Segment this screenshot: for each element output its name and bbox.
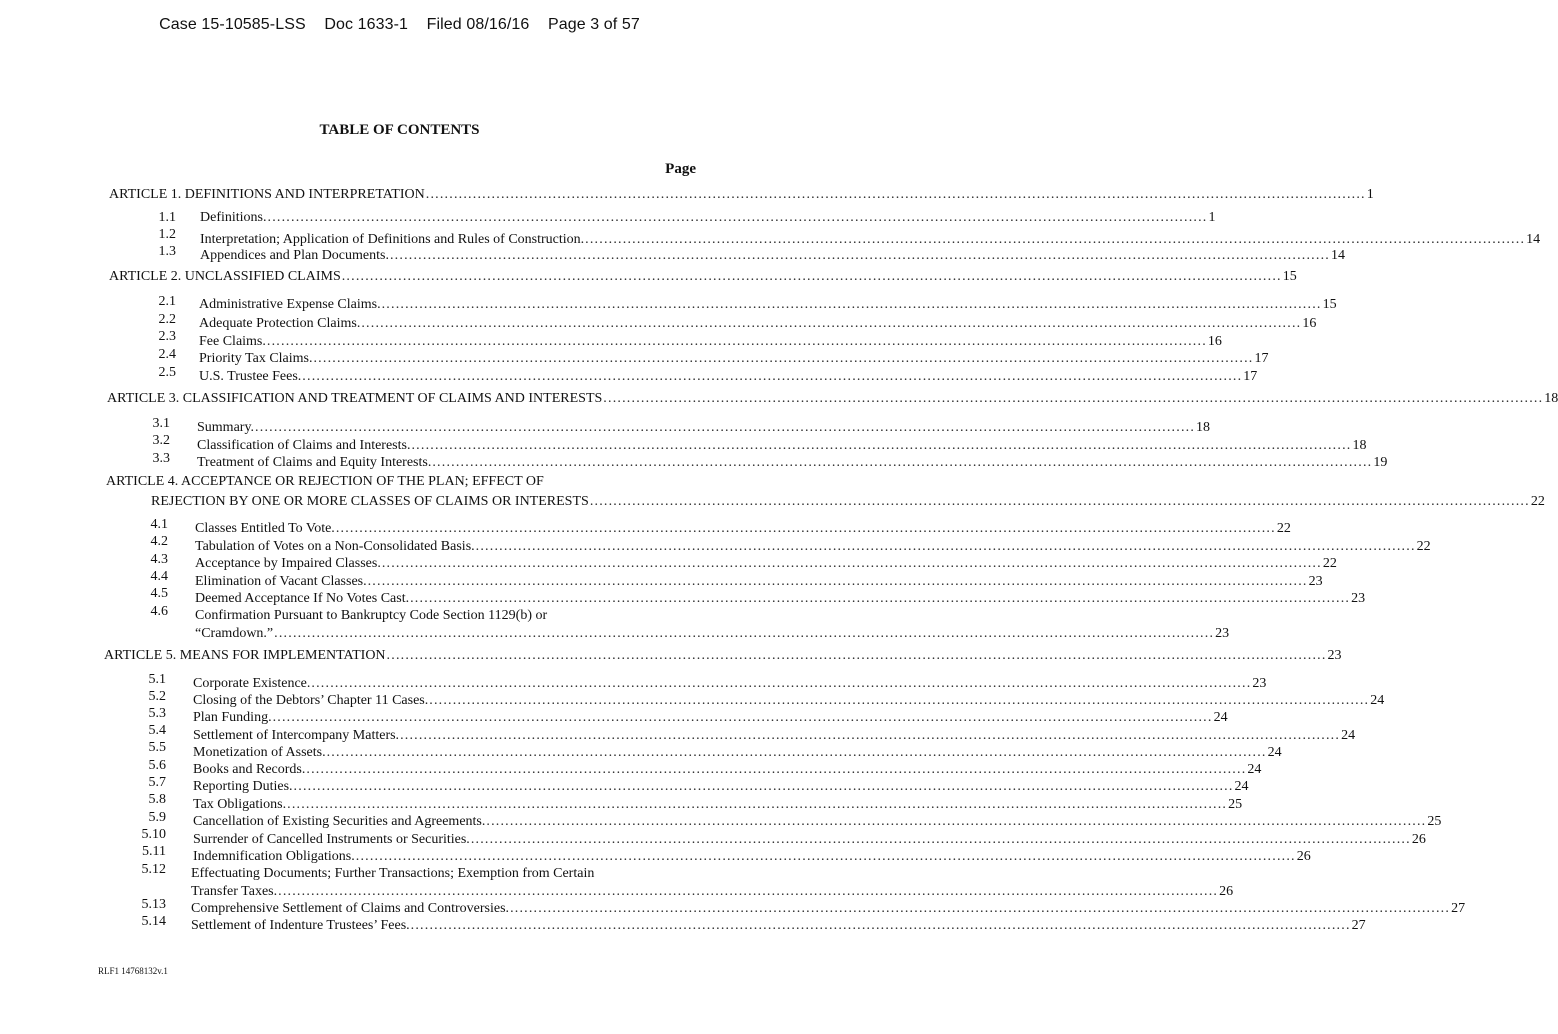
section-number: 1.3 xyxy=(158,244,176,259)
section-title: Tax Obligations. xyxy=(193,797,287,812)
section-number: 4.1 xyxy=(150,517,168,532)
section-number: 5.13 xyxy=(141,897,166,912)
section-title: Priority Tax Claims. xyxy=(199,351,313,366)
article-label: ARTICLE 2. UNCLASSIFIED CLAIMS xyxy=(109,269,341,284)
toc-section[interactable]: Acceptance by Impaired Classes. ........................................................................................................................................................................................................ 22 xyxy=(195,556,1337,571)
section-page: 22 xyxy=(1322,556,1337,571)
article-label[interactable]: ARTICLE 4. ACCEPTANCE OR REJECTION OF THE PLAN; EFFECT OF xyxy=(106,474,544,489)
case-header xyxy=(0,16,799,34)
section-title: Classification of Claims and Interests. xyxy=(197,438,411,453)
toc-section[interactable]: Comprehensive Settlement of Claims and Controversies. ........................................................................................................................................................................................................ 27 xyxy=(191,901,1466,916)
section-number: 5.1 xyxy=(148,672,166,687)
article-page: 15 xyxy=(1282,269,1297,284)
article-page: 22 xyxy=(1530,494,1545,509)
section-title: Elimination of Vacant Classes. xyxy=(195,574,367,589)
toc-section[interactable]: Transfer Taxes. ........................................................................................................................................................................................................ 26 xyxy=(191,884,1234,899)
section-title: Corporate Existence. xyxy=(193,676,311,691)
section-title: Interpretation; Application of Definitions and Rules of Construction. xyxy=(200,232,585,247)
toc-section[interactable]: Books and Records. ........................................................................................................................................................................................................ 24 xyxy=(193,762,1262,777)
page-indicator: Page 3 of 57 xyxy=(547,16,640,33)
section-page: 24 xyxy=(1267,745,1282,760)
section-title: Monetization of Assets. xyxy=(193,745,326,760)
section-page: 23 xyxy=(1252,676,1267,691)
article-label: REJECTION BY ONE OR MORE CLASSES OF CLAIMS OR INTERESTS xyxy=(151,494,589,509)
toc-section[interactable]: Classification of Claims and Interests. ........................................................................................................................................................................................................ 18 xyxy=(197,438,1367,453)
page-column-label: Page xyxy=(665,161,696,177)
section-page: 16 xyxy=(1302,316,1317,331)
toc-article[interactable]: ARTICLE 5. MEANS FOR IMPLEMENTATION ........................................................................................................................................................................................................ 23 xyxy=(104,648,1342,663)
section-page: 26 xyxy=(1296,849,1311,864)
toc-section[interactable]: Deemed Acceptance If No Votes Cast. ........................................................................................................................................................................................................ 23 xyxy=(195,591,1366,606)
section-page: 27 xyxy=(1351,918,1366,933)
section-page: 23 xyxy=(1351,591,1366,606)
section-page: 26 xyxy=(1411,832,1426,847)
toc-article[interactable]: ARTICLE 3. CLASSIFICATION AND TREATMENT OF CLAIMS AND INTERESTS ........................................................................................................................................................................................................ 18 xyxy=(107,391,1558,406)
section-number: 3.3 xyxy=(152,451,170,466)
section-number: 4.5 xyxy=(150,586,168,601)
toc-section[interactable]: Definitions. ........................................................................................................................................................................................................ 1 xyxy=(200,210,1216,225)
toc-section[interactable]: Classes Entitled To Vote. ........................................................................................................................................................................................................ 22 xyxy=(195,521,1291,536)
doc-number: Doc 1633-1 xyxy=(324,16,409,33)
toc-section[interactable]: Treatment of Claims and Equity Interests. ........................................................................................................................................................................................................ 19 xyxy=(197,455,1388,470)
section-title: Comprehensive Settlement of Claims and Controversies. xyxy=(191,901,510,916)
toc-section[interactable]: Appendices and Plan Documents. ........................................................................................................................................................................................................ 14 xyxy=(200,248,1345,263)
section-number: 5.2 xyxy=(148,689,166,704)
section-title: U.S. Trustee Fees. xyxy=(199,369,302,384)
toc-section[interactable]: Plan Funding. ........................................................................................................................................................................................................ 24 xyxy=(193,710,1228,725)
toc-article[interactable]: ARTICLE 1. DEFINITIONS AND INTERPRETATION ........................................................................................................................................................................................................ 1 xyxy=(109,187,1374,202)
section-number: 5.11 xyxy=(142,844,166,859)
article-label: ARTICLE 5. MEANS FOR IMPLEMENTATION xyxy=(104,648,386,663)
section-page: 24 xyxy=(1370,693,1385,708)
toc-section[interactable]: Fee Claims. ........................................................................................................................................................................................................ 16 xyxy=(199,334,1222,349)
section-page: 23 xyxy=(1308,574,1323,589)
section-number: 4.4 xyxy=(150,569,168,584)
section-page: 18 xyxy=(1352,438,1367,453)
section-page: 1 xyxy=(1208,210,1216,225)
section-number: 5.3 xyxy=(148,706,166,721)
toc-section[interactable]: Tabulation of Votes on a Non-Consolidated Basis. ........................................................................................................................................................................................................ 22 xyxy=(195,539,1431,554)
article-page: 1 xyxy=(1366,187,1374,202)
section-title: “Cramdown.” xyxy=(195,626,274,641)
section-number: 3.2 xyxy=(152,433,170,448)
section-number: 5.8 xyxy=(148,792,166,807)
toc-section[interactable]: Cancellation of Existing Securities and Agreements. ........................................................................................................................................................................................................ 25 xyxy=(193,814,1442,829)
section-number: 3.1 xyxy=(152,416,170,431)
section-page: 24 xyxy=(1234,779,1249,794)
toc-article[interactable]: ARTICLE 2. UNCLASSIFIED CLAIMS ........................................................................................................................................................................................................ 15 xyxy=(109,269,1297,284)
document-footer-id: RLF1 14768132v.1 xyxy=(98,966,168,976)
section-title: Books and Records. xyxy=(193,762,306,777)
section-page: 22 xyxy=(1276,521,1291,536)
section-page: 16 xyxy=(1207,334,1222,349)
toc-section[interactable]: “Cramdown.” ........................................................................................................................................................................................................ 23 xyxy=(195,626,1230,641)
page-title: TABLE OF CONTENTS xyxy=(319,122,480,138)
section-title: Transfer Taxes. xyxy=(191,884,278,899)
section-title: Settlement of Indenture Trustees’ Fees. xyxy=(191,918,410,933)
section-title: Closing of the Debtors’ Chapter 11 Cases. xyxy=(193,693,429,708)
toc-section[interactable]: Tax Obligations. ........................................................................................................................................................................................................ 25 xyxy=(193,797,1243,812)
toc-article[interactable]: REJECTION BY ONE OR MORE CLASSES OF CLAIMS OR INTERESTS ........................................................................................................................................................................................................ 22 xyxy=(151,494,1545,509)
article-label: ARTICLE 1. DEFINITIONS AND INTERPRETATION xyxy=(109,187,425,202)
section-title[interactable]: Effectuating Documents; Further Transactions; Exemption from Certain xyxy=(191,866,595,881)
section-number: 1.1 xyxy=(158,210,176,225)
article-page: 18 xyxy=(1544,391,1558,406)
section-number: 5.7 xyxy=(148,775,166,790)
case-number: Case 15-10585-LSS xyxy=(159,16,306,33)
toc-section[interactable]: Summary. ........................................................................................................................................................................................................ 18 xyxy=(197,420,1211,435)
toc-section[interactable]: Reporting Duties. ........................................................................................................................................................................................................ 24 xyxy=(193,779,1249,794)
section-number: 5.5 xyxy=(148,740,166,755)
toc-section[interactable]: Interpretation; Application of Definitions and Rules of Construction. ........................................................................................................................................................................................................ 14 xyxy=(200,232,1541,247)
section-page: 27 xyxy=(1451,901,1466,916)
section-page: 14 xyxy=(1526,232,1541,247)
toc-section[interactable]: Corporate Existence. ........................................................................................................................................................................................................ 23 xyxy=(193,676,1267,691)
section-title: Acceptance by Impaired Classes. xyxy=(195,556,381,571)
section-number: 2.5 xyxy=(158,365,176,380)
section-title[interactable]: Confirmation Pursuant to Bankruptcy Code Section 1129(b) or xyxy=(195,608,548,623)
section-number: 2.1 xyxy=(158,294,176,309)
section-number: 2.2 xyxy=(158,312,176,327)
toc-section[interactable]: Surrender of Cancelled Instruments or Securities. ........................................................................................................................................................................................................ 26 xyxy=(193,832,1426,847)
section-number: 5.9 xyxy=(148,810,166,825)
section-title: Definitions. xyxy=(200,210,267,225)
article-label: ARTICLE 3. CLASSIFICATION AND TREATMENT OF CLAIMS AND INTERESTS xyxy=(107,391,603,406)
section-title: Adequate Protection Claims. xyxy=(199,316,361,331)
filed-date: Filed 08/16/16 xyxy=(426,16,530,33)
section-number: 4.6 xyxy=(150,604,168,619)
section-title: Plan Funding. xyxy=(193,710,272,725)
section-number: 5.14 xyxy=(141,914,166,929)
section-page: 23 xyxy=(1215,626,1230,641)
toc-section[interactable]: Indemnification Obligations. ........................................................................................................................................................................................................ 26 xyxy=(193,849,1311,864)
section-title: Reporting Duties. xyxy=(193,779,293,794)
section-page: 17 xyxy=(1243,369,1258,384)
section-number: 5.10 xyxy=(141,827,166,842)
section-number: 4.3 xyxy=(150,552,168,567)
section-title: Summary. xyxy=(197,420,255,435)
section-number: 5.4 xyxy=(148,723,166,738)
section-page: 25 xyxy=(1228,797,1243,812)
section-number: 1.2 xyxy=(158,227,176,242)
toc-section[interactable]: Priority Tax Claims. ........................................................................................................................................................................................................ 17 xyxy=(199,351,1269,366)
toc-section[interactable]: U.S. Trustee Fees. ........................................................................................................................................................................................................ 17 xyxy=(199,369,1258,384)
section-title: Surrender of Cancelled Instruments or Securities. xyxy=(193,832,470,847)
toc-section[interactable]: Closing of the Debtors’ Chapter 11 Cases. ........................................................................................................................................................................................................ 24 xyxy=(193,693,1385,708)
article-page: 23 xyxy=(1327,648,1342,663)
section-title: Tabulation of Votes on a Non-Consolidated Basis. xyxy=(195,539,475,554)
section-title: Indemnification Obligations. xyxy=(193,849,355,864)
section-number: 2.4 xyxy=(158,347,176,362)
section-page: 24 xyxy=(1341,728,1356,743)
section-page: 25 xyxy=(1427,814,1442,829)
section-title: Administrative Expense Claims. xyxy=(199,297,381,312)
section-title: Settlement of Intercompany Matters. xyxy=(193,728,400,743)
section-page: 24 xyxy=(1247,762,1262,777)
toc-section[interactable]: Settlement of Intercompany Matters. ........................................................................................................................................................................................................ 24 xyxy=(193,728,1356,743)
section-title: Appendices and Plan Documents. xyxy=(200,248,389,263)
section-page: 15 xyxy=(1322,297,1337,312)
section-page: 18 xyxy=(1196,420,1211,435)
section-title: Treatment of Claims and Equity Interests. xyxy=(197,455,432,470)
section-number: 4.2 xyxy=(150,534,168,549)
section-number: 5.6 xyxy=(148,758,166,773)
toc-section[interactable]: Monetization of Assets. ........................................................................................................................................................................................................ 24 xyxy=(193,745,1282,760)
section-title: Cancellation of Existing Securities and Agreements. xyxy=(193,814,486,829)
section-title: Deemed Acceptance If No Votes Cast. xyxy=(195,591,410,606)
section-page: 19 xyxy=(1373,455,1388,470)
toc-section[interactable]: Elimination of Vacant Classes. ........................................................................................................................................................................................................ 23 xyxy=(195,574,1323,589)
section-number: 5.12 xyxy=(141,862,166,877)
section-page: 26 xyxy=(1219,884,1234,899)
toc-section[interactable]: Settlement of Indenture Trustees’ Fees. ........................................................................................................................................................................................................ 27 xyxy=(191,918,1366,933)
section-number: 2.3 xyxy=(158,329,176,344)
toc-section[interactable]: Administrative Expense Claims. ........................................................................................................................................................................................................ 15 xyxy=(199,297,1337,312)
section-page: 17 xyxy=(1254,351,1269,366)
section-page: 14 xyxy=(1330,248,1345,263)
section-page: 24 xyxy=(1213,710,1228,725)
section-title: Classes Entitled To Vote. xyxy=(195,521,335,536)
section-page: 22 xyxy=(1416,539,1431,554)
section-title: Fee Claims. xyxy=(199,334,266,349)
toc-section[interactable]: Adequate Protection Claims. ........................................................................................................................................................................................................ 16 xyxy=(199,316,1317,331)
